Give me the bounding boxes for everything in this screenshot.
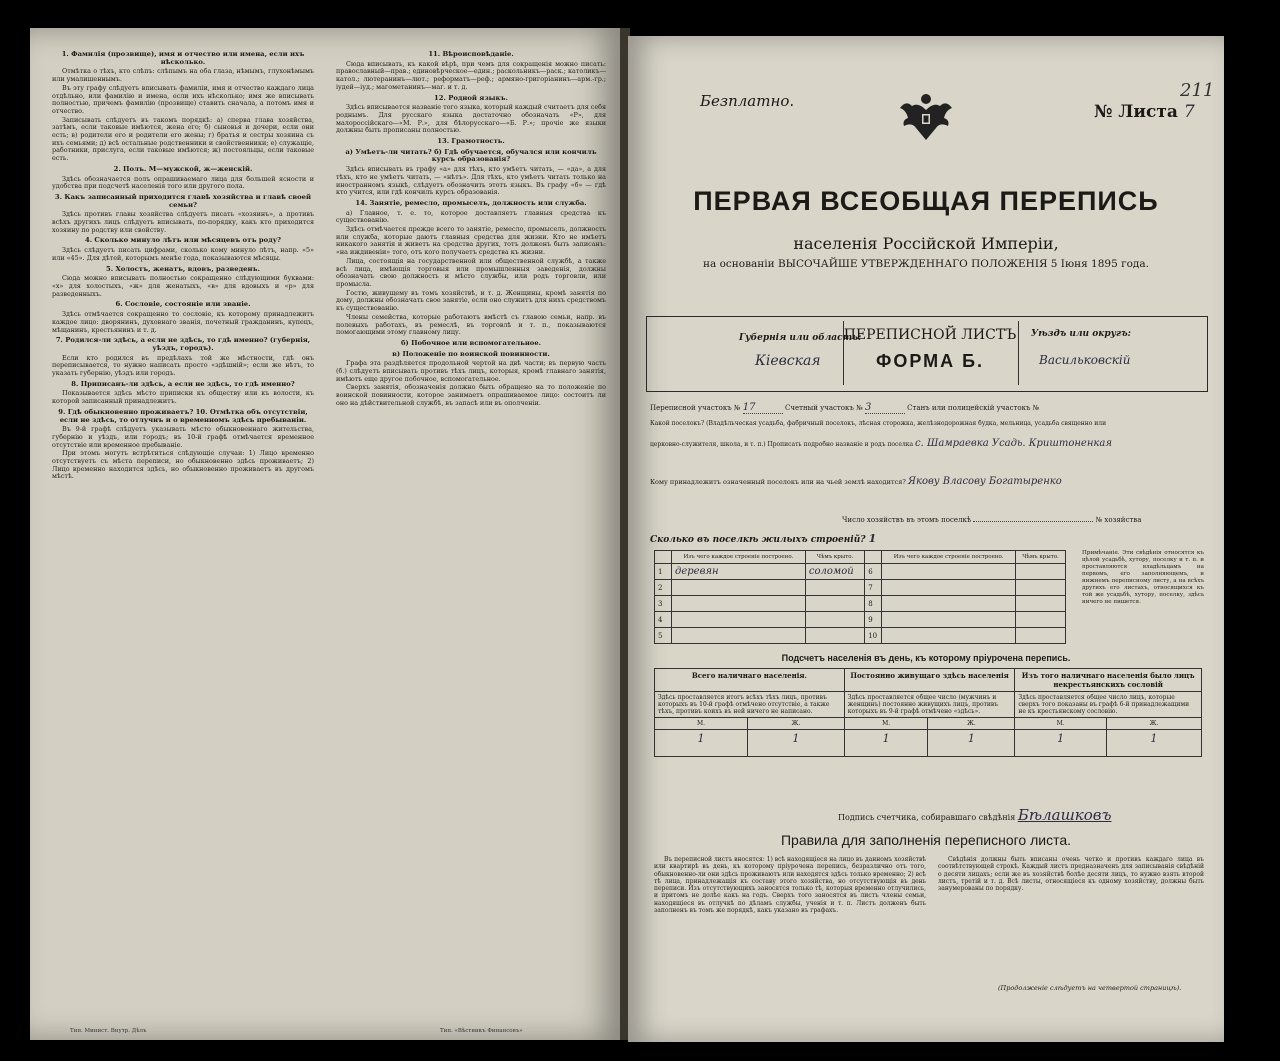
section-heading: 8. Приписанъ-ли здѣсь, а если не здѣсь, то гдѣ именно?: [71, 379, 295, 388]
material-value: [882, 564, 1016, 580]
census-district-line: [650, 402, 1039, 414]
material-header-left: Изъ чего каждое строеніе построено.: [672, 551, 806, 564]
section-heading: 2. Полъ. М—мужской, ж—женскій.: [113, 164, 253, 173]
roof-value: [1016, 564, 1066, 580]
section-heading: 5. Холостъ, женатъ, вдовъ, разведенъ.: [105, 264, 261, 273]
paragraph: Здѣсь вписывать въ графу «а» для тѣхъ, кто умѣетъ читать, — «да», а для тѣхъ, кто не умѣетъ читать, — «нѣтъ». Для тѣхъ, кто умѣетъ читать только на иностранномъ языкѣ, слѣдуетъ обозначить этотъ языкъ. Въ графу «б» — гдѣ кто учится, или гдѣ кончилъ курсъ образованія.: [336, 165, 606, 197]
enumerator-signature-line: [838, 806, 1112, 824]
section-heading: 3. Какъ записанный приходится главѣ хозяйства и главѣ своей семьи?: [54, 192, 312, 209]
population-value: 1: [1106, 730, 1201, 757]
center-footer-imprint: Тип. «Вѣстникъ Финансовъ»: [440, 1028, 523, 1034]
paragraph: а) Главное, т. е. то, которое доставляетъ главныя средства къ существованію.: [336, 208, 606, 225]
section-heading: 14. Занятіе, ремесло, промыселъ, должность или служба.: [355, 198, 587, 207]
buildings-count-label: Сколько въ поселкѣ жилыхъ строеній?: [650, 535, 866, 545]
material-value: [882, 628, 1016, 644]
section-heading: 6. Сословіе, состояніе или званіе.: [115, 300, 251, 309]
paragraph: Здѣсь отмѣчается прежде всего то занятіе, ремесло, промыселъ, должность или служба, которые даютъ главныя средства для жизни. Кто не имѣетъ никакого занятія и живетъ на средства других, тотъ долженъ быть записанъ: «на иждивеніи» того, отъ кого получаетъ средства къ жизни.: [336, 225, 606, 257]
paragraph: Если кто родился въ предѣлахъ той же мѣстности, гдѣ онъ переписывается, то нужно написать просто «здѣшній»; если же нѣтъ, то указать губернію, уѣздъ или городъ.: [52, 353, 314, 378]
uezd-handwritten: Васильковскій: [1039, 353, 1131, 367]
census-title: ПЕРВАЯ ВСЕОБЩАЯ ПЕРЕПИСЬ: [693, 186, 1159, 216]
material-value: [672, 612, 806, 628]
form-name: ФОРМА Б.: [875, 351, 985, 371]
population-count-title: Подсчетъ населенія въ день, къ которому пріурочена перепись.: [781, 653, 1071, 663]
section-heading: а) Умѣетъ-ли читать? б) Гдѣ обучается, обучался или кончилъ курсъ образованія?: [345, 147, 597, 164]
section-heading: 9. Гдѣ обыкновенно проживаетъ? 10. Отмѣтка объ отсутствіи, если не здѣсь, то отлучнъ и о временномъ здѣсь пребываніи.: [58, 407, 308, 424]
section-heading: 11. Вѣроисповѣданіе.: [428, 50, 514, 58]
settlement-name-line: [650, 438, 1112, 449]
material-value: [882, 612, 1016, 628]
section-heading: в) Положеніе по воинской повинности.: [392, 349, 550, 358]
rules-text-1: Въ переписной листъ вносятся: 1) всѣ находящіеся на лицо въ данномъ хозяйствѣ или квартирѣ въ день, къ которому пріурочена перепись, безразлично отъ того, обыкновенно-ли они здѣсь проживаютъ или находятся здѣсь только временно; 2) всѣ тѣ лица, принадлежащія къ составу этого хозяйства, но отсутствующія въ день переписи. Изъ отсутствующихъ заносятся только тѣ, которыя временно отлучились, и притомъ не долѣе какъ на годъ. Сверхъ того заносятся въ листъ члены семьи, находящіеся въ отлучкѣ по дѣламъ службы, ученія и т. п. Листъ долженъ быть заполненъ въ томъ же порядкѣ, какъ указано въ графахъ.: [654, 856, 926, 915]
material-value: [672, 580, 806, 596]
paragraph: Гостю, живущему въ томъ хозяйствѣ, и т. д. Женщины, кромѣ занятія по дому, должны обозначать свое занятіе, если оно служитъ для нихъ средствомъ къ существованію.: [336, 288, 606, 313]
rules-continuation-note: (Продолженіе слѣдуетъ на четвертой страницѣ).: [998, 984, 1182, 992]
enumerator-signature: Бѣлашковъ: [1017, 806, 1112, 824]
total-population-header: Всего наличнаго населенія.: [655, 669, 845, 692]
row-number: 8: [865, 596, 882, 612]
row-number: 2: [655, 580, 672, 596]
female-header: Ж.: [928, 718, 1015, 730]
settlement-name-handwritten: с. Шамраевка Усадь. Криштоненкая: [915, 438, 1112, 449]
region-header-box: [646, 316, 1208, 392]
paragraph: Въ 9-й графѣ слѣдуетъ указывать мѣсто обыкновеннаго жительства, губернію и уѣздъ, или городъ; въ 10-й графѣ отмѣчается временное отсутствіе или временное пребываніе.: [52, 425, 314, 449]
roof-value: [805, 612, 864, 628]
police-district-label: Станъ или полицейскій участокъ №: [907, 404, 1040, 412]
paragraph: Въ эту графу слѣдуетъ вписывать фамиліи, имя и отчество каждаго лица отдѣльно, или фамилію и имена, если ихъ нѣсколько; имя же вписывать полностью, причемъ фамилію (прозвище) ставить сначала, а потомъ имя и отчество.: [52, 83, 314, 115]
census-subtitle: населенія Россійской Имперіи,: [793, 234, 1059, 253]
left-page: [30, 28, 622, 1040]
signature-label: Подпись счетчика, собиравшаго свѣдѣнія: [838, 813, 1016, 822]
paragraph: Здѣсь обозначается полъ опрашиваемаго лица для большей ясности и удобства при подсчетѣ населенія того или другого пола.: [52, 174, 314, 191]
non-peasant-header: Изъ того наличнаго населенія было лицъ некрестьянскихъ сословій: [1015, 669, 1202, 692]
buildings-note: Примѣчаніе. Эти свѣдѣнія относятся къ цѣлой усадьбѣ, хутору, поселку и т. п. и проставляются владѣльцамъ на первомъ, его заполняющемъ, и нижнемъ переписному листу, а на всѣхъ другихъ его листахъ, относящихся къ той же усадьбѣ, хутору, поселку, здѣсь ничего не пишется.: [1082, 550, 1204, 605]
paragraph: Графа эта раздѣляется продольной чертой на двѣ части; въ первую часть (б.) слѣдуетъ вписывать противъ тѣхъ лицъ, которыя, кромѣ главнаго занятія, имѣютъ еще другое побочное, вспомогательное.: [336, 359, 606, 383]
row-number: 10: [865, 628, 882, 644]
roof-value: [1016, 612, 1066, 628]
right-page-census-form: [628, 36, 1224, 1042]
buildings-count-handwritten: 1: [868, 532, 877, 545]
resident-population-header: Постоянно живущаго здѣсь населенія: [844, 669, 1015, 692]
census-district-value: 17: [743, 402, 783, 414]
section-heading: 13. Грамотность.: [437, 137, 505, 146]
paragraph: Отмѣтка о тѣхъ, кто слѣпъ: слѣпымъ на оба глаза, нѣмымъ, глухонѣмымъ или умалишеннымъ.: [52, 67, 314, 84]
rules-title: Правила для заполненія переписного листа.: [780, 832, 1072, 848]
material-value: [672, 596, 806, 612]
double-headed-eagle-emblem: [898, 90, 954, 146]
roof-header-left: Чѣмъ крыто.: [805, 551, 864, 564]
table-row: [655, 596, 1066, 612]
uezd-label: Уѣздъ или округъ:: [1031, 329, 1131, 339]
paragraph: Здѣсь отмѣчается сокращенно то сословіе, къ которому принадлежитъ каждое лицо: дворянинъ, духовнаго званія, почетный гражданинъ, купецъ, мѣщанинъ, крестьянинъ и т. д.: [52, 310, 314, 334]
buildings-line: [650, 532, 876, 545]
legal-basis-line: на основаніи ВЫСОЧАЙШЕ УТВЕРЖДЕННАГО ПОЛОЖЕНІЯ 5 Іюня 1895 года.: [702, 258, 1149, 270]
male-header: М.: [655, 718, 748, 730]
gubernia-label: Губернія или область:: [739, 333, 862, 343]
section-heading: 7. Родился-ли здѣсь, а если не здѣсь, то гдѣ именно? (губернія, уѣздъ, городъ).: [55, 336, 311, 352]
rules-column-1: [654, 856, 926, 996]
non-peasant-desc: Здѣсь проставляется общее число лицъ, которые сверхъ того показаны въ графѣ 6-й принадлежащими не къ крестьянскому сословію.: [1015, 692, 1202, 718]
roof-value: [805, 580, 864, 596]
paragraph: При этомъ могутъ встрѣтиться слѣдующіе случаи: 1) Лицо временно отсутствуетъ съ мѣста переписи, но обыкновенно здѣсь проживаетъ; 2) Лицо временно находится здѣсь, но обыкновенно проживаетъ въ другомъ мѣстѣ.: [52, 449, 314, 481]
rules-text-2: Свѣдѣнія должны быть вписаны очень четко и противъ каждаго лица въ соотвѣтствующей строкѣ. Каждый листъ предназначенъ для записыванія свѣдѣній о десяти лицахъ; если же въ хозяйствѣ болѣе десяти лицъ, то нужно взять второй листъ, третій и т. д. Всѣ листы, относящіеся къ одному хозяйству, должны быть занумерованы по порядку.: [938, 856, 1204, 893]
population-value: 1: [844, 730, 928, 757]
sheet-number-label: [1094, 102, 1195, 122]
settlement-name-label: церковно-служителя, школа, и т. п.) Прописать подробно названіе и родъ поселка: [650, 441, 914, 448]
paragraph: Лица, состоящія на государственной или общественной службѣ, а также всѣ лица, имѣющія торговыя или промышленныя заведенія, должны обозначать свою должность и мѣсто службы, или родъ торговли, или промысла.: [336, 256, 606, 288]
settlement-type-line: Какой поселокъ? (Владѣльческая усадьба, фабричный поселокъ, лѣсная сторожка, желѣзнодорожная будка, мельница, усадьба священно или: [650, 420, 1107, 427]
paragraph: Показывается здѣсь мѣсто приписки къ обществу или къ волости, къ которой записанный принадлежитъ.: [52, 389, 314, 406]
population-value: 1: [928, 730, 1015, 757]
roof-value: [1016, 580, 1066, 596]
table-row: [655, 612, 1066, 628]
resident-population-desc: Здѣсь проставляется общее число (мужчинъ и женщинъ) постоянно живущихъ лицъ, противъ которыхъ въ 9-й графѣ отмѣчено «здѣсь».: [844, 692, 1015, 718]
left-column-2: [336, 48, 606, 1038]
paragraph: Сюда можно вписывать полностью сокращенно слѣдующими буквами: «х» для холостыхъ, «ж» для женатыхъ, «в» для вдовыхъ и «р» для разведенныхъ.: [52, 274, 314, 298]
population-value: 1: [1015, 730, 1106, 757]
female-header: Ж.: [748, 718, 845, 730]
table-row: [655, 580, 1066, 596]
left-column-1: [52, 48, 314, 1038]
paragraph: Записывать слѣдуетъ въ такомъ порядкѣ: а) сперва глава хозяйства, затѣмъ, если таковые имѣются, жена его; б) сыновья и дочери, если они есть; в) родители его и родители его жены; г) братья и сестры хозяина съ ихъ семьями; д) всѣ остальные родственники и свойственники; е) служащіе, работники, прислуга, если таковые имѣются; ж) постояльцы, если таковые есть.: [52, 115, 314, 163]
rules-column-2: [938, 856, 1204, 980]
owner-line: [650, 476, 1062, 487]
total-population-desc: Здѣсь проставляется итогъ всѣхъ тѣхъ лицъ, противъ которыхъ въ 10-й графѣ отмѣчено отсутствіе, а также тѣхъ, противъ коихъ въ ней ничего не написано.: [655, 692, 845, 718]
free-label: Безплатно.: [700, 92, 795, 110]
section-heading: 4. Сколько минуло лѣтъ или мѣсяцевъ отъ роду?: [84, 236, 282, 245]
section-heading: 1. Фамилія (прозвище), имя и отчество или имена, если ихъ нѣсколько.: [61, 50, 305, 66]
table-row: [655, 628, 1066, 644]
roof-header-right: Чѣмъ крыто.: [1016, 551, 1066, 564]
material-value: [672, 628, 806, 644]
row-number: 5: [655, 628, 672, 644]
owner-handwritten: Якову Власову Богатыренко: [907, 476, 1062, 487]
buildings-table: [654, 550, 1066, 644]
row-number: 1: [655, 564, 672, 580]
row-number: 7: [865, 580, 882, 596]
paragraph: Здѣсь вписывается названіе того языка, который каждый считаетъ для себя роднымъ. Для русскаго языка достаточно обозначать «Р», для малороссійскаго—«М. Р.», для бѣлорусскаго—«Б. Р.»; прочіе же языки должны быть прописаны полностью.: [336, 103, 606, 135]
gubernia-handwritten: Кіевская: [755, 353, 821, 369]
folio-number: 211: [1180, 80, 1215, 101]
material-value: [882, 596, 1016, 612]
female-header: Ж.: [1106, 718, 1201, 730]
form-title: ПЕРЕПИСНОЙ ЛИСТЪ: [843, 327, 1017, 343]
male-header: М.: [1015, 718, 1106, 730]
left-footer-imprint: Тип. Минист. Внутр. Дѣлъ: [70, 1028, 147, 1034]
owner-label: Кому принадлежитъ означенный поселокъ или на чьей землѣ находится?: [650, 478, 906, 486]
table-header-row: [655, 551, 1066, 564]
sheet-number-text: № Листа: [1094, 102, 1178, 122]
paragraph: Сверхъ занятія, обозначенія должно быть обращено на то положеніе по воинской повинности, которое занимаетъ опрашиваемое лицо: состоитъ ли оно на дѣйствительной службѣ, въ запасѣ или въ ополченіи.: [336, 383, 606, 407]
roof-value: [1016, 628, 1066, 644]
section-heading: 12. Родной языкъ.: [434, 93, 508, 102]
paragraph: Здѣсь слѣдуетъ писать цифрами, сколько кому минуло лѣтъ, напр. «5» или «45». Для дѣтей, которымъ менѣе года, показываются мѣсяцы.: [52, 246, 314, 262]
counting-district-value: 3: [865, 402, 905, 414]
roof-value: [1016, 596, 1066, 612]
households-count-label: Число хозяйствъ въ этомъ поселкѣ: [842, 516, 972, 524]
population-value: 1: [655, 730, 748, 757]
roof-value: [805, 596, 864, 612]
population-value: 1: [748, 730, 845, 757]
household-number-label: № хозяйства: [1095, 516, 1142, 524]
row-number: 6: [865, 564, 882, 580]
row-number: 9: [865, 612, 882, 628]
paragraph: Здѣсь противъ главы хозяйства слѣдуетъ писать «хозяинъ», а противъ всѣхъ другихъ лицъ слѣдуетъ вписывать, по-порядку, какъ кто приходится хозяину по родству или свойству.: [52, 210, 314, 234]
material-value: деревян: [672, 564, 806, 580]
paragraph: Члены семейства, которые работаютъ вмѣстѣ съ главою семьи, напр. въ полевыхъ работахъ, въ ремеслѣ, въ торговлѣ и т. п., показываются помогающими этому главному лицу.: [336, 312, 606, 337]
material-header-right: Изъ чего каждое строеніе построено.: [882, 551, 1016, 564]
table-row: [655, 564, 1066, 580]
section-heading: б) Побочное или вспомогательное.: [400, 338, 542, 347]
male-header: М.: [844, 718, 928, 730]
roof-value: [805, 628, 864, 644]
roof-value: соломой: [805, 564, 864, 580]
sheet-number-handwritten: 7: [1183, 102, 1195, 122]
material-value: [882, 580, 1016, 596]
counting-district-label: Счетный участокъ №: [784, 404, 863, 412]
paragraph: Сюда вписывать, къ какой вѣрѣ, при чемъ для сокращенія можно писать: православный—прав.; единовѣрческое—един.; раскольникъ—раск.; католикъ—катол.; лютеранинъ—лют.; реформатъ—реф.; армяно-григоріанинъ—арм.-гр.; іудей—іуд.; магометанинъ—маг. и т. д.: [336, 59, 606, 91]
row-number: 3: [655, 596, 672, 612]
census-district-label: Переписной участокъ №: [650, 404, 741, 412]
row-number: 4: [655, 612, 672, 628]
population-table: [654, 668, 1202, 757]
households-line: [842, 516, 1141, 524]
